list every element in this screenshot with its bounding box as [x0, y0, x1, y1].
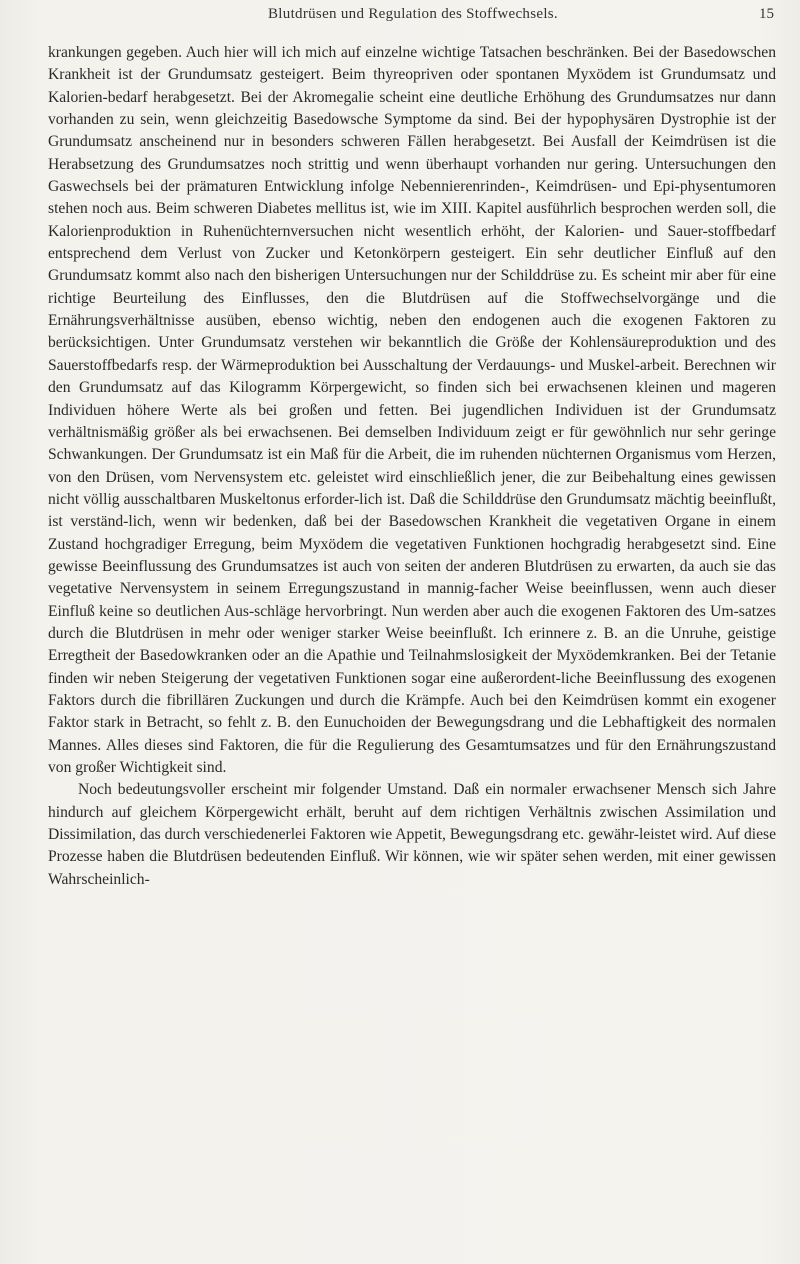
running-head: Blutdrüsen und Regulation des Stoffwechsels.: [268, 6, 558, 22]
paragraph: Noch bedeutungsvoller erscheint mir folgender Umstand. Daß ein normaler erwachsener Mensch sich Jahre hindurch auf gleichem Körpergewicht erhält, beruht auf dem richtigen Verhältnis zwischen Assimilation und Dissimilation, das durch verschiedenerlei Faktoren wie Appetit, Bewegungsdrang etc. gewähr-leistet wird. Auf diese Prozesse haben die Blutdrüsen bedeutenden Einfluß. Wir können, wie wir später sehen werden, mit einer gewissen Wahrscheinlich-: [48, 781, 776, 888]
page-header: [52, 6, 774, 28]
page-number: 15: [759, 6, 774, 22]
paragraph: krankungen gegeben. Auch hier will ich mich auf einzelne wichtige Tatsachen beschränken. Bei der Basedowschen Krankheit ist der Grundumsatz gesteigert. Beim thyreopriven oder spontanen Myxödem ist Grundumsatz und Kalorien-bedarf herabgesetzt. Bei der Akromegalie scheint eine deutliche Erhöhung des Grundumsatzes nur dann vorhanden zu sein, wenn gleichzeitig Basedowsche Symptome da sind. Bei der hypophysären Dystrophie ist der Grundumsatz anscheinend nur in besonders schweren Fällen herabgesetzt. Bei Ausfall der Keimdrüsen ist die Herabsetzung des Grundumsatzes noch strittig und wenn überhaupt vorhanden nur gering. Untersuchungen den Gaswechsels bei der prämaturen Entwicklung infolge Nebennierenrinden-, Keimdrüsen- und Epi-physentumoren stehen noch aus. Beim schweren Diabetes mellitus ist, wie im XIII. Kapitel ausführlich besprochen werden soll, die Kalorienproduktion in Ruhenüchternversuchen nicht wesentlich erhöht, der Kalorien- und Sauer-stoffbedarf entsprechend dem Verlust von Zucker und Ketonkörpern gesteigert. Ein sehr deutlicher Einfluß auf den Grundumsatz kommt also nach den bisherigen Untersuchungen nur der Schilddrüse zu. Es scheint mir aber für eine richtige Beurteilung des Einflusses, den die Blutdrüsen auf die Stoffwechselvorgänge und die Ernährungsverhältnisse ausüben, ebenso wichtig, neben den endogenen auch die exogenen Faktoren zu berücksichtigen. Unter Grundumsatz verstehen wir bekanntlich die Größe der Kohlensäureproduktion und des Sauerstoffbedarfs resp. der Wärmeproduktion bei Ausschaltung der Verdauungs- und Muskel-arbeit. Berechnen wir den Grundumsatz auf das Kilogramm Körpergewicht, so finden sich bei erwachsenen kleinen und mageren Individuen höhere Werte als bei großen und fetten. Bei jugendlichen Individuen ist der Grundumsatz verhältnismäßig größer als bei erwachsenen. Bei demselben Individuum zeigt er für gewöhnlich nur sehr geringe Schwankungen. Der Grundumsatz ist ein Maß für die Arbeit, die im ruhenden nüchternen Organismus vom Herzen, von den Drüsen, vom Nervensystem etc. geleistet wird einschließlich jener, die zur Beibehaltung eines gewissen nicht völlig ausschaltbaren Muskeltonus erforder-lich ist. Daß die Schilddrüse den Grundumsatz mächtig beeinflußt, ist verständ-lich, wenn wir bedenken, daß bei der Basedowschen Krankheit die vegetativen Organe in einem Zustand hochgradiger Erregung, beim Myxödem die vegetativen Funktionen hochgradig herabgesetzt sind. Eine gewisse Beeinflussung des Grundumsatzes ist auch von seiten der anderen Blutdrüsen zu erwarten, da auch sie das vegetative Nervensystem in seinem Erregungszustand in mannig-facher Weise beeinflussen, wenn auch dieser Einfluß keine so deutlichen Aus-schläge hervorbringt. Nun werden aber auch die exogenen Faktoren des Um-satzes durch die Blutdrüsen in mehr oder weniger starker Weise beeinflußt. Ich erinnere z. B. an die Unruhe, geistige Erregtheit der Basedowkranken oder an die Apathie und Teilnahmslosigkeit der Myxödemkranken. Bei der Tetanie finden wir neben Steigerung der vegetativen Funktionen sogar eine außerordent-liche Beeinflussung des exogenen Faktors durch die fibrillären Zuckungen und durch die Krämpfe. Auch bei den Keimdrüsen kommt ein exogener Faktor stark in Betracht, so fehlt z. B. den Eunuchoiden der Bewegungsdrang und die Lebhaftigkeit des normalen Mannes. Alles dieses sind Faktoren, die für die Regulierung des Gesamtumsatzes und für den Ernährungszustand von großer Wichtigkeit sind.: [48, 44, 776, 776]
body-text: [48, 42, 776, 891]
